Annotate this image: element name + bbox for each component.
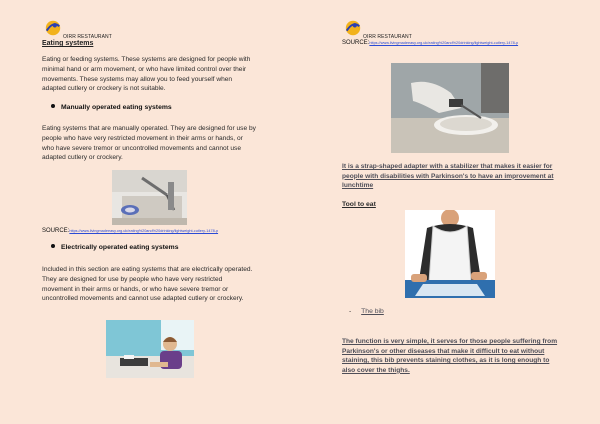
- source-label: SOURCE:: [42, 228, 70, 234]
- bullet-dot-icon: [51, 244, 55, 248]
- restaurant-logo-icon: [344, 19, 362, 37]
- bib-function-text: The function is very simple, it serves for those people suffering from Parkinson's or other diseases that make it difficult to eat without staining, this bib prevents staining clothes, as it is long enough to also cover the thighs.: [342, 338, 558, 374]
- adapter-description: It is a strap-shaped adapter with a stabilizer that makes it easier for people with disabilities with Parkinson's to have an improvement at lunchtime: [342, 163, 554, 190]
- restaurant-logo-icon: [44, 19, 62, 37]
- bullet-manual-label: Manually operated eating systems: [61, 104, 172, 111]
- bib-photo: [405, 210, 495, 298]
- electric-eating-system-photo: [106, 320, 194, 378]
- electric-paragraph: Included in this section are eating systems that are electrically operated. They are designed for use by people who have very restricted movement in their arms or hands, or who have severe tremor or uncontrolled movements and cannot use adapted cutlery or crockery.: [42, 266, 253, 303]
- strap-adapter-photo: [391, 63, 509, 153]
- source-label: SOURCE:: [342, 40, 370, 46]
- bib-dash: -: [349, 308, 352, 315]
- bib-label: The bib: [361, 308, 384, 315]
- bib-item: [349, 308, 384, 315]
- bullet-manual: [51, 104, 172, 111]
- manual-paragraph: Eating systems that are manually operated. They are designed for use by people who have very restricted movement in their arms or hands, or who have severe tremor or uncontrolled movements and cannot use adapted cutlery or crockery.: [42, 125, 256, 162]
- bullet-dot-icon: [51, 104, 55, 108]
- bullet-electric-label: Electrically operated eating systems: [61, 244, 179, 251]
- source-line-right: [342, 40, 518, 46]
- logo-text: OIRR RESTAURANT: [63, 34, 112, 40]
- right-page: [300, 0, 600, 424]
- source-link[interactable]: https://www.livingmadeeasy.org.uk/eating%20and%20drinking/lightweight-cutlery-1478-p: [369, 41, 519, 45]
- bullet-electric: [51, 244, 179, 251]
- source-line-left: [42, 228, 218, 234]
- manual-eating-system-photo: [112, 170, 187, 225]
- intro-paragraph: Eating or feeding systems. These systems are designed for people with minimal hand or arm movement, or who have limited control over their movements. These systems may allow you to feed yourself when adapted cutlery or crockery is not suitable.: [42, 56, 251, 93]
- section-title: Eating systems: [42, 40, 94, 47]
- source-link[interactable]: https://www.livingmadeeasy.org.uk/eating%20and%20drinking/lightweight-cutlery-1478-p: [69, 229, 219, 233]
- tool-title: Tool to eat: [342, 201, 376, 208]
- logo-text: OIRR RESTAURANT: [363, 34, 412, 40]
